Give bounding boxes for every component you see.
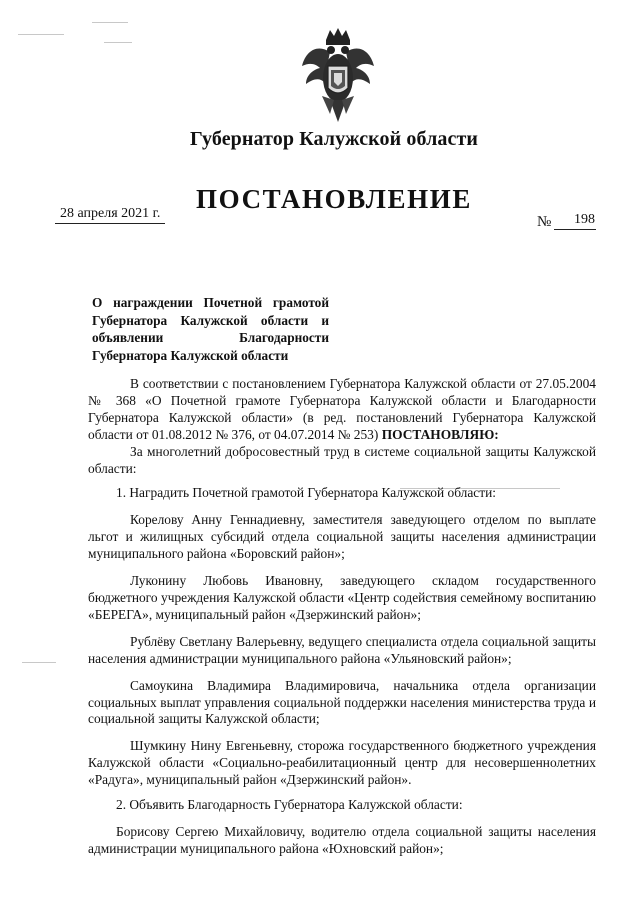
date-underline — [55, 223, 165, 224]
document-subject: О награждении Почетной грамотой Губернатора Калужской области и объявлении Благодарности Губернатора Калужской области — [92, 295, 329, 363]
number-label: № — [537, 214, 552, 230]
awardee-paragraph: Шумкину Нину Евгеньевну, сторожа государственного бюджетного учреждения Калужской области «Социально-реабилитационный центр для несовершеннолетних «Радуга», муниципальный район «Дзержинский район». — [88, 738, 596, 788]
document-type-title: ПОСТАНОВЛЕНИЕ — [196, 184, 472, 214]
awardee-paragraph: Самоукина Владимира Владимировича, начальника отдела организации социальных выплат управления социальной поддержки населения министерства труда и социальной защиты Калужской области; — [88, 677, 596, 727]
decree-word: ПОСТАНОВЛЯЮ: — [381, 426, 499, 442]
issuing-authority: Губернатор Калужской области — [189, 128, 479, 150]
awardee-paragraph: Корелову Анну Геннадиевну, заместителя заведующего отделом по выплате льгот и жилищных субсидий отдела социальной защиты населения администрации муниципального района «Боровский район»; — [88, 512, 596, 562]
reason-paragraph: За многолетний добросовестный труд в системе социальной защиты Калужской области: — [88, 443, 596, 476]
document-date: 28 апреля 2021 г. — [60, 206, 161, 221]
awardee-paragraph: Рублёву Светлану Валерьевну, ведущего специалиста отдела социальной защиты населения администрации муниципального района «Ульяновский район»; — [88, 633, 596, 666]
document-body — [88, 376, 596, 858]
awardee-paragraph: Луконину Любовь Ивановну, заведующего складом государственного бюджетного учреждения Калужской области «Центр содействия семейному воспитанию «БЕРЕГА», муниципальный район «Дзержинский район»; — [88, 573, 596, 622]
preamble-text: В соответствии с постановлением Губернатора Калужской области от 27.05.2004 № 368 «О Почетной грамоте Губернатора Калужской области и Благодарности Губернатора Калужской области» (в ред. постановлений Губернатора Калужской области от 01.08.2012 № 376, от 04.07.2014 № 253) — [88, 376, 596, 442]
number-underline — [554, 229, 596, 230]
thanked-paragraph: Борисову Сергею Михайловичу, водителю отдела социальной защиты населения администрации муниципального района «Юхновский район»; — [88, 823, 596, 856]
scan-artifact — [18, 34, 64, 35]
item1-heading: 1. Наградить Почетной грамотой Губернатора Калужской области: — [116, 485, 496, 501]
preamble-paragraph — [88, 376, 596, 444]
item2-heading: 2. Объявить Благодарность Губернатора Калужской области: — [116, 797, 463, 813]
scan-artifact — [104, 42, 132, 43]
scan-artifact — [22, 662, 56, 663]
scan-artifact — [92, 22, 128, 23]
document-number: 198 — [574, 212, 595, 227]
coat-of-arms-icon — [300, 26, 376, 126]
